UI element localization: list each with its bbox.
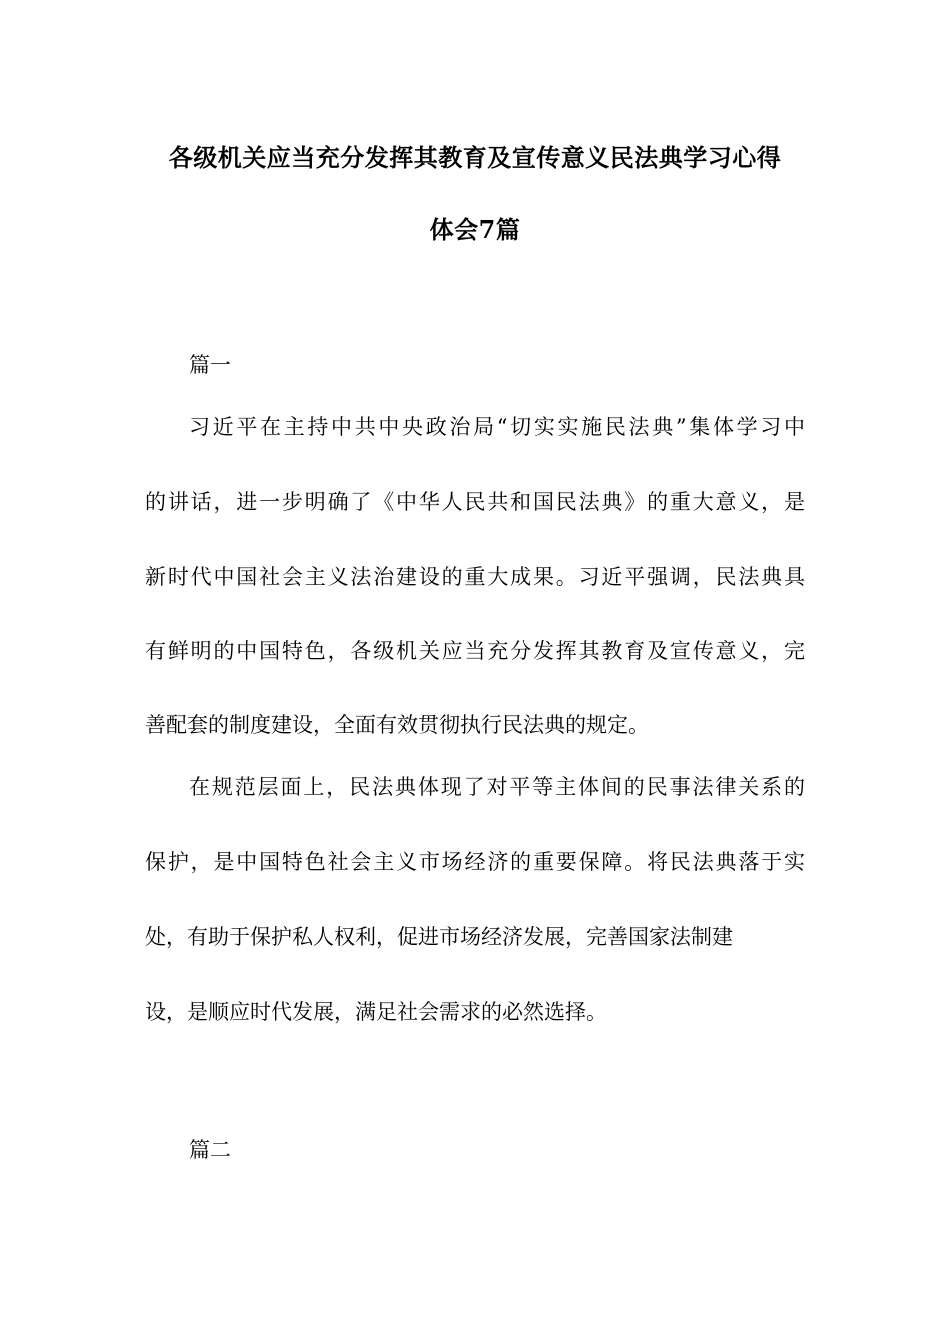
paragraph-1-line-1: 习近平在主持中共中央政治局“切实实施民法典”集体学习中 (189, 415, 805, 439)
paragraph-2-line-1: 在规范层面上，民法典体现了对平等主体间的民事法律关系的 (189, 775, 805, 799)
document-title-line-2: 体会7篇 (429, 215, 521, 244)
paragraph-1-line-2: 的讲话，进一步明确了《中华人民共和国民法典》的重大意义，是 (145, 490, 805, 514)
paragraph-2-line-2: 保护，是中国特色社会主义市场经济的重要保障。将民法典落于实 (145, 850, 805, 874)
section-heading-2: 篇二 (189, 1138, 231, 1162)
document-title-line-1: 各级机关应当充分发挥其教育及宣传意义民法典学习心得 (168, 143, 782, 172)
paragraph-1-line-3: 新时代中国社会主义法治建设的重大成果。习近平强调，民法典具 (145, 565, 805, 589)
paragraph-2-line-3: 处，有助于保护私人权利，促进市场经济发展，完善国家法制建 (145, 925, 733, 949)
paragraph-2-line-4: 设，是顺应时代发展，满足社会需求的必然选择。 (145, 1000, 607, 1024)
section-heading-1: 篇一 (189, 353, 231, 377)
paragraph-1-line-5: 善配套的制度建设，全面有效贯彻执行民法典的规定。 (145, 713, 649, 737)
paragraph-1-line-4: 有鲜明的中国特色，各级机关应当充分发挥其教育及宣传意义，完 (145, 639, 805, 663)
